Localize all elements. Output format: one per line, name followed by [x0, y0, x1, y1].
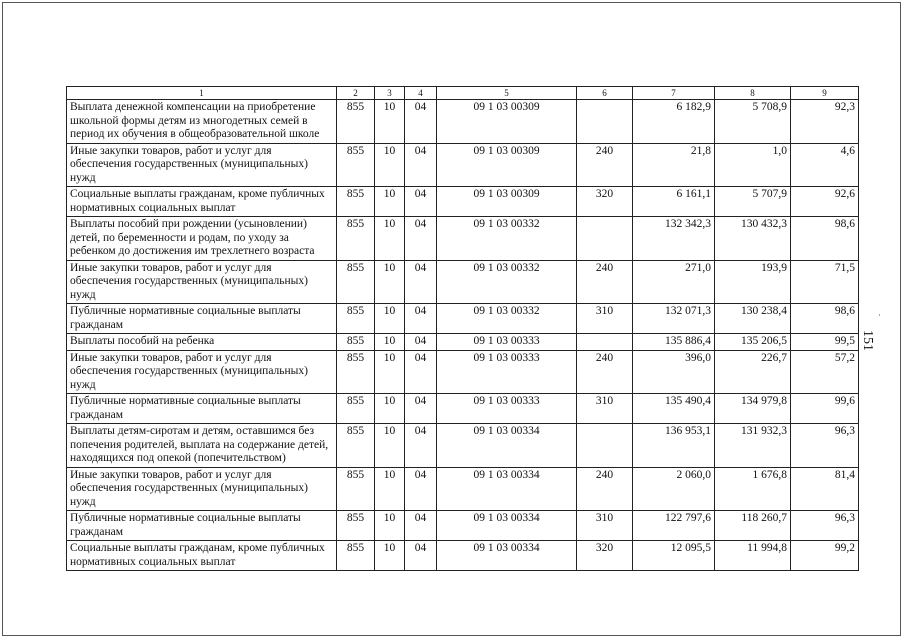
execution-percent-cell: 71,5: [791, 260, 859, 304]
target-article-cell: 09 1 03 00333: [437, 350, 577, 394]
expense-type-cell: 320: [577, 187, 633, 217]
target-article-cell: 09 1 03 00334: [437, 541, 577, 571]
ministry-code-cell: 855: [337, 334, 375, 351]
target-article-cell: 09 1 03 00332: [437, 260, 577, 304]
expense-type-cell: [577, 100, 633, 144]
section-cell: 10: [375, 511, 405, 541]
row-name-cell: Выплаты пособий при рождении (усыновлении) детей, по беременности и родам, по уходу за ребенком до достижения им трехлетнего возраста: [67, 217, 337, 261]
expense-type-cell: [577, 424, 633, 468]
target-article-cell: 09 1 03 00309: [437, 143, 577, 187]
expense-type-cell: 320: [577, 541, 633, 571]
executed-amount-cell: 5 708,9: [715, 100, 791, 144]
expense-type-cell: 240: [577, 260, 633, 304]
execution-percent-cell: 57,2: [791, 350, 859, 394]
execution-percent-cell: 96,3: [791, 511, 859, 541]
table-row: [67, 334, 859, 351]
column-header: 8: [715, 87, 791, 100]
table-row: [67, 541, 859, 571]
subsection-cell: 04: [405, 304, 437, 334]
budget-table: [66, 86, 859, 571]
planned-amount-cell: 132 071,3: [633, 304, 715, 334]
subsection-cell: 04: [405, 511, 437, 541]
executed-amount-cell: 118 260,7: [715, 511, 791, 541]
column-header: 7: [633, 87, 715, 100]
target-article-cell: 09 1 03 00332: [437, 304, 577, 334]
section-cell: 10: [375, 217, 405, 261]
table-row: [67, 394, 859, 424]
subsection-cell: 04: [405, 260, 437, 304]
ministry-code-cell: 855: [337, 424, 375, 468]
subsection-cell: 04: [405, 100, 437, 144]
target-article-cell: 09 1 03 00333: [437, 394, 577, 424]
column-header: 1: [67, 87, 337, 100]
subsection-cell: 04: [405, 394, 437, 424]
table-row: [67, 511, 859, 541]
row-name-cell: Социальные выплаты гражданам, кроме публичных нормативных социальных выплат: [67, 541, 337, 571]
ministry-code-cell: 855: [337, 187, 375, 217]
page-number: 151: [860, 330, 875, 351]
column-header: 4: [405, 87, 437, 100]
executed-amount-cell: 193,9: [715, 260, 791, 304]
executed-amount-cell: 226,7: [715, 350, 791, 394]
section-cell: 10: [375, 187, 405, 217]
subsection-cell: 04: [405, 424, 437, 468]
table-row: [67, 304, 859, 334]
target-article-cell: 09 1 03 00332: [437, 217, 577, 261]
table-row: [67, 187, 859, 217]
execution-percent-cell: 92,3: [791, 100, 859, 144]
execution-percent-cell: 96,3: [791, 424, 859, 468]
target-article-cell: 09 1 03 00334: [437, 424, 577, 468]
subsection-cell: 04: [405, 187, 437, 217]
section-cell: 10: [375, 350, 405, 394]
expense-type-cell: [577, 217, 633, 261]
section-cell: 10: [375, 467, 405, 511]
table-row: [67, 260, 859, 304]
executed-amount-cell: 1 676,8: [715, 467, 791, 511]
section-cell: 10: [375, 143, 405, 187]
column-header: 6: [577, 87, 633, 100]
execution-percent-cell: 98,6: [791, 217, 859, 261]
row-name-cell: Выплаты пособий на ребенка: [67, 334, 337, 351]
planned-amount-cell: 6 182,9: [633, 100, 715, 144]
column-header: 3: [375, 87, 405, 100]
target-article-cell: 09 1 03 00334: [437, 511, 577, 541]
row-name-cell: Выплата денежной компенсации на приобретение школьной формы детям из многодетных семей в период их обучения в общеобразовательной школе: [67, 100, 337, 144]
column-header: 2: [337, 87, 375, 100]
planned-amount-cell: 271,0: [633, 260, 715, 304]
expense-type-cell: 310: [577, 304, 633, 334]
executed-amount-cell: 1,0: [715, 143, 791, 187]
subsection-cell: 04: [405, 334, 437, 351]
planned-amount-cell: 122 797,6: [633, 511, 715, 541]
planned-amount-cell: 21,8: [633, 143, 715, 187]
row-name-cell: Иные закупки товаров, работ и услуг для обеспечения государственных (муниципальных) нужд: [67, 260, 337, 304]
section-cell: 10: [375, 260, 405, 304]
table-row: [67, 350, 859, 394]
ministry-code-cell: 855: [337, 143, 375, 187]
row-name-cell: Публичные нормативные социальные выплаты гражданам: [67, 511, 337, 541]
expense-type-cell: 240: [577, 143, 633, 187]
table-row: [67, 424, 859, 468]
table-body: [67, 100, 859, 571]
executed-amount-cell: 135 206,5: [715, 334, 791, 351]
table-row: [67, 100, 859, 144]
subsection-cell: 04: [405, 467, 437, 511]
ministry-code-cell: 855: [337, 260, 375, 304]
execution-percent-cell: 81,4: [791, 467, 859, 511]
column-header: 9: [791, 87, 859, 100]
expense-type-cell: [577, 334, 633, 351]
subsection-cell: 04: [405, 350, 437, 394]
planned-amount-cell: 132 342,3: [633, 217, 715, 261]
planned-amount-cell: 396,0: [633, 350, 715, 394]
target-article-cell: 09 1 03 00333: [437, 334, 577, 351]
row-name-cell: Иные закупки товаров, работ и услуг для обеспечения государственных (муниципальных) нужд: [67, 467, 337, 511]
subsection-cell: 04: [405, 541, 437, 571]
row-name-cell: Иные закупки товаров, работ и услуг для обеспечения государственных (муниципальных) нужд: [67, 350, 337, 394]
table-row: [67, 217, 859, 261]
execution-percent-cell: 99,6: [791, 394, 859, 424]
execution-percent-cell: 92,6: [791, 187, 859, 217]
subsection-cell: 04: [405, 217, 437, 261]
expense-type-cell: 240: [577, 467, 633, 511]
planned-amount-cell: 135 886,4: [633, 334, 715, 351]
ministry-code-cell: 855: [337, 511, 375, 541]
executed-amount-cell: 131 932,3: [715, 424, 791, 468]
ministry-code-cell: 855: [337, 541, 375, 571]
ministry-code-cell: 855: [337, 217, 375, 261]
executed-amount-cell: 130 238,4: [715, 304, 791, 334]
expense-type-cell: 310: [577, 394, 633, 424]
section-cell: 10: [375, 394, 405, 424]
execution-percent-cell: 99,2: [791, 541, 859, 571]
ministry-code-cell: 855: [337, 350, 375, 394]
section-cell: 10: [375, 100, 405, 144]
execution-percent-cell: 99,5: [791, 334, 859, 351]
row-name-cell: Социальные выплаты гражданам, кроме публичных нормативных социальных выплат: [67, 187, 337, 217]
table-row: [67, 143, 859, 187]
executed-amount-cell: 130 432,3: [715, 217, 791, 261]
ministry-code-cell: 855: [337, 100, 375, 144]
ministry-code-cell: 855: [337, 304, 375, 334]
target-article-cell: 09 1 03 00309: [437, 187, 577, 217]
planned-amount-cell: 12 095,5: [633, 541, 715, 571]
expense-type-cell: 240: [577, 350, 633, 394]
row-name-cell: Публичные нормативные социальные выплаты гражданам: [67, 394, 337, 424]
planned-amount-cell: 136 953,1: [633, 424, 715, 468]
expense-type-cell: 310: [577, 511, 633, 541]
executed-amount-cell: 11 994,8: [715, 541, 791, 571]
target-article-cell: 09 1 03 00309: [437, 100, 577, 144]
target-article-cell: 09 1 03 00334: [437, 467, 577, 511]
execution-percent-cell: 4,6: [791, 143, 859, 187]
ministry-code-cell: 855: [337, 394, 375, 424]
section-cell: 10: [375, 424, 405, 468]
ministry-code-cell: 855: [337, 467, 375, 511]
section-cell: 10: [375, 304, 405, 334]
subsection-cell: 04: [405, 143, 437, 187]
executed-amount-cell: 134 979,8: [715, 394, 791, 424]
row-name-cell: Публичные нормативные социальные выплаты гражданам: [67, 304, 337, 334]
row-name-cell: Выплаты детям-сиротам и детям, оставшимся без попечения родителей, выплата на содержание детей, находящихся под опекой (попечительством): [67, 424, 337, 468]
table-row: [67, 467, 859, 511]
execution-percent-cell: 98,6: [791, 304, 859, 334]
executed-amount-cell: 5 707,9: [715, 187, 791, 217]
header-row: [67, 87, 859, 100]
planned-amount-cell: 6 161,1: [633, 187, 715, 217]
section-cell: 10: [375, 334, 405, 351]
column-header: 5: [437, 87, 577, 100]
planned-amount-cell: 2 060,0: [633, 467, 715, 511]
planned-amount-cell: 135 490,4: [633, 394, 715, 424]
edge-mark: ·: [878, 310, 881, 320]
section-cell: 10: [375, 541, 405, 571]
row-name-cell: Иные закупки товаров, работ и услуг для обеспечения государственных (муниципальных) нужд: [67, 143, 337, 187]
